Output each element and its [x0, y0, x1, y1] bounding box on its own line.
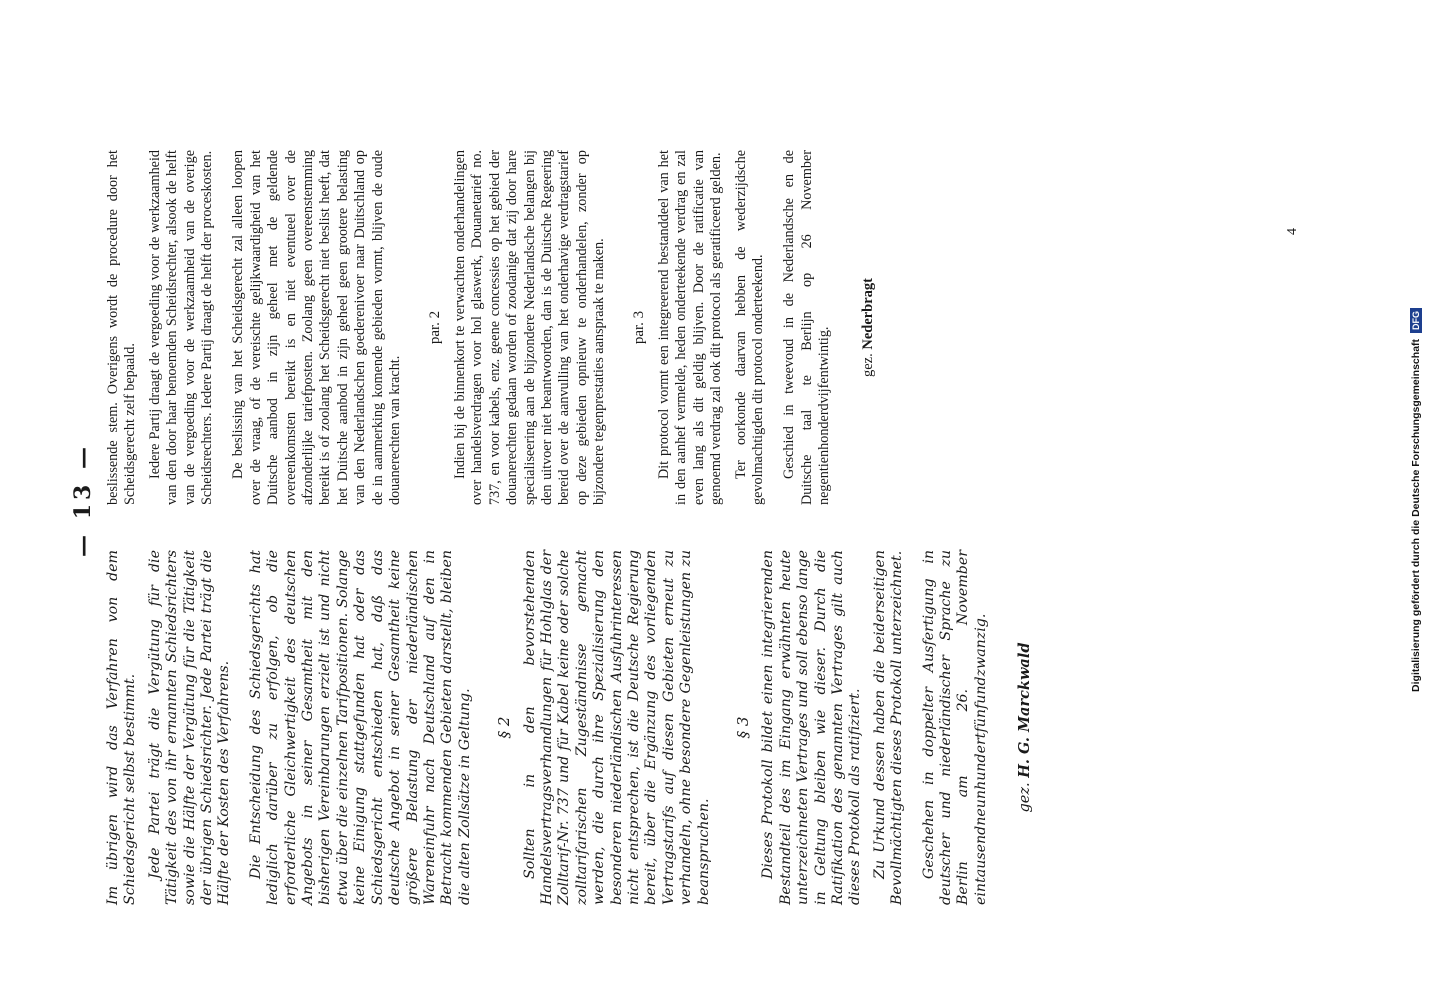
dutch-section-2-heading: par. 2 — [426, 310, 443, 345]
page-number: — 13 — — [70, 443, 96, 557]
dutch-paragraph: beslissende stem. Overigens wordt de procedure door het Scheidsgerecht zelf bepaald. — [105, 150, 139, 505]
dutch-paragraph: Dit protocol vormt een integreerend bestanddeel van het in den aanhef vermelde, heden onderteekende verdrag en zal even lang als dit geldig blijven. Door de ratificatie van genoemd verdrag zal ook dit protocol als geratificeerd gelden. — [655, 150, 725, 505]
german-paragraph: Dieses Protokoll bildet einen integrierenden Bestandteil des im Eingang erwähnten heute unterzeichneten Vertrages und soll ebenso lange in Geltung bleiben wie dieser. Durch die Ratifikation des genannten Vertrages gilt auch dieses Protokoll als ratifiziert. — [760, 550, 864, 905]
german-paragraph: Jede Partei trägt die Vergütung für die Tätigkeit des von ihr ernannten Schiedsrichters sowie die Hälfte der Vergütung für die Tätigkeit der übrigen Schiedsrichter. Jede Partei trägt die Hälfte der Kosten des Verfahrens. — [146, 550, 233, 905]
dutch-column — [105, 150, 877, 505]
dutch-paragraph: Geschied in tweevoud in de Nederlandsche en de Duitsche taal te Berlijn op 26 November negentienhonderdvijfentwintig. — [781, 150, 833, 505]
signature-prefix: gez. — [1017, 782, 1034, 813]
german-paragraph: Die Entscheidung des Schiedsgerichts hat lediglich darüber zu erfolgen, ob die erforderliche Gleichwertigkeit des deutschen Angebots in seiner Gesamtheit mit den bisherigen Vereinbarungen erzielt ist und nicht etwa über die einzelnen Tarifpositionen. Solange keine Einigung stattgefunden hat oder das Schiedsgericht entschieden hat, daß das deutsche Angebot in seiner Gesamtheit keine größere Belastung der niederländischen Wareneinfuhr nach Deutschland auf den in Betracht kommenden Gebieten darstellt, bleiben die alten Zollsätze in Geltung. — [247, 550, 473, 905]
german-paragraph: Im übrigen wird das Verfahren von dem Schiedsgericht selbst bestimmt. — [105, 550, 139, 905]
footer-text: Digitalisierung gefördert durch die Deutsche Forschungsgemeinschaft — [1410, 338, 1422, 692]
dutch-paragraph: Ter oorkonde daarvan hebben de wederzijdsche gevolmachtigden dit protocol onderteekend. — [732, 150, 766, 505]
dutch-section-3-heading: par. 3 — [630, 310, 647, 345]
dutch-paragraph: De beslissing van het Scheidsgerecht zal alleen loopen over de vraag, of de vereischte gelijkwaardigheid van het Duitsche aanbod in zijn geheel met de geldende overeenkomsten bereikt is en niet eventueel over de afzonderlijke tariefposten. Zoolang geen overeenstemming bereikt is of zoolang het Scheidsgerecht niet beslist heeft, dat het Duitsche aanbod in zijn geheel geen grootere belasting van den Nederlandschen goederenivoer naar Duitschland op de in aanmerking komende gebieden vormt, blijven de oude douanerechten van kracht. — [230, 150, 404, 505]
german-section-2-heading: § 2 — [495, 716, 514, 739]
stray-mark: 4 — [1285, 228, 1300, 235]
signature-name: Nederbragt — [859, 277, 876, 350]
dfg-logo-badge: DFG — [1410, 308, 1422, 333]
dutch-paragraph: Indien bij de binnenkort te verwachten onderhandelingen over handelsverdragen voor hol glaswerk, Douanetarief no. 737, en voor kabels, enz. geene concessies op het gebied der douanerechten gedaan worden of zoodanige dat zij door hare specialiseering aan de bijzondere Nederlandsche belangen bij den uitvoer niet beantwoorden, dan is de Duitsche Regeering bereid over de aanvulling van het onderhavige verdragstarief op deze gebieden opnieuw te onderhandelen, zonder op bijzondere tegenprestaties aanspraak te maken. — [451, 150, 608, 505]
dutch-signature — [860, 150, 877, 505]
german-signature — [1016, 550, 1034, 905]
german-paragraph: Geschehen in doppelter Ausfertigung in deutscher und niederländischer Sprache zu Berlin am 26. November eintausendneunhundertfünfundzwanzig. — [920, 550, 989, 905]
german-paragraph: Zu Urkund dessen haben die beiderseitigen Bevollmächtigten dieses Protokoll unterzeichnet. — [871, 550, 906, 905]
german-section-3-heading: § 3 — [734, 716, 752, 739]
german-column — [105, 550, 1035, 905]
signature-name: H. G. Marckwald — [1016, 642, 1034, 778]
signature-prefix: gez. — [859, 353, 876, 378]
dutch-paragraph: Iedere Partij draagt de vergoeding voor de werkzaamheid van den door haar benoemden Scheidsrechter, alsook de helft van de vergoeding voor de werkzaamheid van de overige Scheidsrechters. Iedere Partij draagt de helft der proceskosten. — [146, 150, 216, 505]
dfg-footer-stamp — [1410, 0, 1422, 1000]
german-paragraph: Sollten in den bevorstehenden Handelsvertragsverhandlungen für Hohlglas der Zolltarif-Nr. 737 und für Kabel keine oder solche zolltarifarischen Zugeständnisse gemacht werden, die durch ihre Spezialisierung den besonderen niederländischen Ausfuhrinteressen nicht entsprechen, ist die Deutsche Regierung bereit, über die Ergänzung des vorliegenden Vertragstarifs auf diesen Gebieten erneut zu verhandeln, ohne besondere Gegenleistungen zu beanspruchen. — [521, 550, 712, 905]
